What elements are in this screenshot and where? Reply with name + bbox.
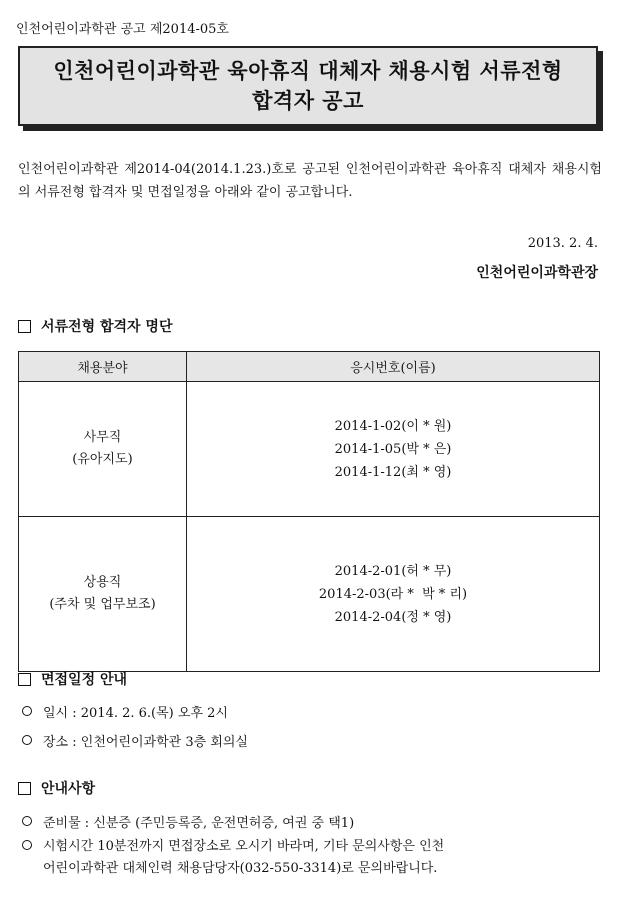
applicant-id: 2014-2-04(정 * 영) (334, 609, 452, 625)
circle-bullet-icon (22, 735, 32, 745)
section-heading-notes (18, 778, 95, 798)
circle-bullet-icon (22, 816, 32, 826)
list-item (22, 702, 228, 721)
list-item (22, 731, 248, 750)
list-item-text: 준비물 : 신분증 (주민등록증, 운전면허증, 여권 중 택1) (43, 816, 355, 831)
list-item-text (43, 836, 444, 880)
list-item (22, 836, 444, 880)
signer: 인천어린이과학관장 (476, 265, 598, 281)
square-bullet-icon (18, 673, 31, 686)
circle-bullet-icon (22, 840, 32, 850)
applicant-id: 2014-1-12(최 * 영) (334, 464, 452, 480)
title-line-1: 인천어린이과학관 육아휴직 대체자 채용시험 서류전형 (53, 59, 563, 83)
section-heading-results (18, 316, 172, 336)
square-bullet-icon (18, 782, 31, 795)
field-name: 사무직 (83, 430, 122, 445)
table-header-field: 채용분야 (19, 352, 187, 382)
id-cell (187, 382, 600, 517)
list-item-line: 어린이과학관 대체인력 채용담당자(032-550-3314)로 문의바랍니다. (43, 861, 438, 876)
table-row (19, 382, 600, 517)
applicant-id: 2014-2-03(라 * 박 * 리) (318, 586, 468, 602)
applicant-id: 2014-2-01(허 * 무) (334, 563, 452, 579)
notice-date: 2013. 2. 4. (527, 236, 598, 251)
table-row (19, 517, 600, 672)
results-table (18, 351, 600, 672)
section-heading-interview (18, 669, 127, 689)
list-item (22, 812, 354, 831)
square-bullet-icon (18, 320, 31, 333)
notice-number: 인천어린이과학관 공고 제2014-05호 (16, 22, 229, 37)
field-cell (19, 382, 187, 517)
title-box (18, 46, 598, 126)
section-title: 안내사항 (41, 781, 96, 797)
field-cell (19, 517, 187, 672)
section-title: 서류전형 합격자 명단 (41, 319, 173, 335)
table-header-id: 응시번호(이름) (187, 352, 600, 382)
title-line-2: 합격자 공고 (252, 89, 364, 113)
section-title: 면접일정 안내 (41, 672, 128, 688)
id-cell (187, 517, 600, 672)
circle-bullet-icon (22, 706, 32, 716)
applicant-id: 2014-1-02(이 * 원) (334, 418, 452, 434)
list-item-text: 장소 : 인천어린이과학관 3층 회의실 (43, 735, 248, 750)
list-item-text: 일시 : 2014. 2. 6.(목) 오후 2시 (43, 706, 228, 721)
field-subname: (유아지도) (72, 452, 133, 467)
intro-paragraph: 인천어린이과학관 제2014-04(2014.1.23.)호로 공고된 인천어린이과학관 육아휴직 대체자 채용시험의 서류전형 합격자 및 면접일정을 아래와 같이 공고합니다. (18, 162, 602, 200)
list-item-line: 시험시간 10분전까지 면접장소로 오시기 바라며, 기타 문의사항은 인천 (43, 839, 445, 854)
field-subname: (주차 및 업무보조) (49, 597, 156, 612)
field-name: 상용직 (83, 575, 122, 590)
applicant-id: 2014-1-05(박 * 은) (334, 441, 452, 457)
